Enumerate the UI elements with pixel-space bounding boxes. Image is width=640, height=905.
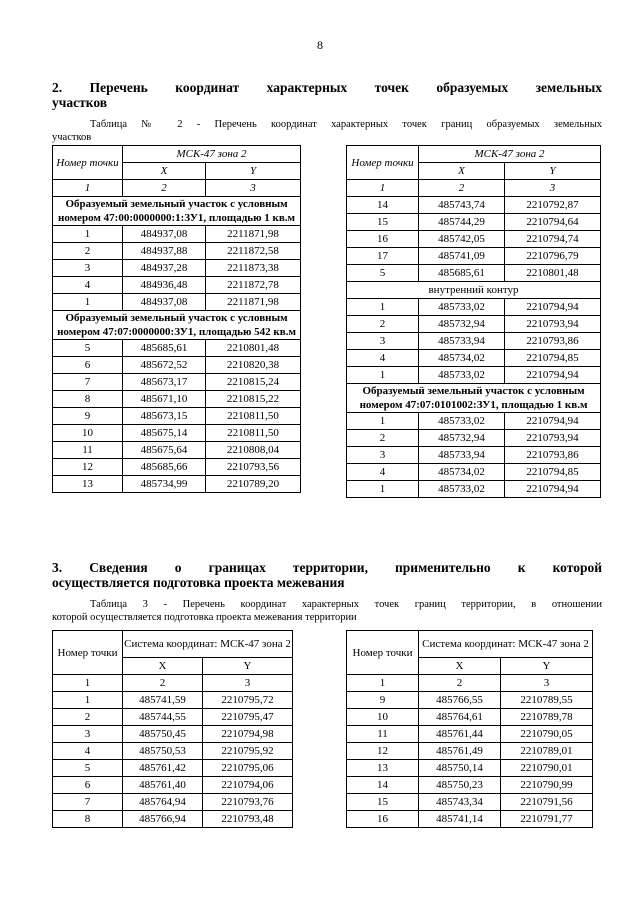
x-coordinate-cell: 485733,94 — [419, 447, 505, 464]
x-coordinate-cell: 485741,59 — [123, 692, 203, 709]
table-row — [347, 743, 593, 760]
point-number-cell: 8 — [53, 391, 123, 408]
point-number-cell: 7 — [53, 794, 123, 811]
table-row — [53, 476, 301, 493]
point-number-cell: 5 — [53, 340, 123, 357]
x-coordinate-cell: 485750,53 — [123, 743, 203, 760]
table-row — [347, 464, 601, 481]
y-coordinate-cell: 2210794,94 — [505, 481, 601, 498]
header-col-1: 1 — [347, 180, 419, 197]
header-col-3: 3 — [505, 180, 601, 197]
table-row — [53, 760, 293, 777]
point-number-cell: 9 — [347, 692, 419, 709]
y-coordinate-cell: 2210794,94 — [505, 299, 601, 316]
point-number-cell: 2 — [347, 430, 419, 447]
table-row — [53, 260, 301, 277]
table-row — [347, 811, 593, 828]
x-coordinate-cell: 485750,14 — [419, 760, 501, 777]
x-coordinate-cell: 485732,94 — [419, 430, 505, 447]
header-point-number: Номер точки — [53, 146, 123, 180]
table-row — [347, 794, 593, 811]
x-coordinate-cell: 485733,02 — [419, 481, 505, 498]
point-number-cell: 16 — [347, 231, 419, 248]
x-coordinate-cell: 485733,02 — [419, 367, 505, 384]
y-coordinate-cell: 2210794,94 — [505, 413, 601, 430]
table-row — [347, 760, 593, 777]
y-coordinate-cell: 2210789,55 — [501, 692, 593, 709]
header-x: X — [419, 163, 505, 180]
point-number-cell: 11 — [347, 726, 419, 743]
y-coordinate-cell: 2210789,20 — [206, 476, 301, 493]
header-y: Y — [501, 658, 593, 675]
table-row — [53, 357, 301, 374]
table-row — [347, 709, 593, 726]
header-col-1: 1 — [53, 180, 123, 197]
header-col-2: 2 — [123, 675, 203, 692]
header-col-3: 3 — [203, 675, 293, 692]
table-row — [347, 447, 601, 464]
point-number-cell: 12 — [347, 743, 419, 760]
x-coordinate-cell: 485744,55 — [123, 709, 203, 726]
table-row — [53, 777, 293, 794]
x-coordinate-cell: 485761,40 — [123, 777, 203, 794]
table-3-left — [52, 630, 293, 828]
x-coordinate-cell: 485741,09 — [419, 248, 505, 265]
point-number-cell: 3 — [53, 260, 123, 277]
table-row — [53, 391, 301, 408]
x-coordinate-cell: 485675,64 — [123, 442, 206, 459]
y-coordinate-cell: 2210794,06 — [203, 777, 293, 794]
x-coordinate-cell: 484937,08 — [123, 226, 206, 243]
y-coordinate-cell: 2210793,94 — [505, 316, 601, 333]
y-coordinate-cell: 2210794,94 — [505, 367, 601, 384]
point-number-cell: 11 — [53, 442, 123, 459]
page-number: 8 — [317, 38, 323, 52]
table-row — [53, 811, 293, 828]
x-coordinate-cell: 485744,29 — [419, 214, 505, 231]
y-coordinate-cell: 2210793,56 — [206, 459, 301, 476]
x-coordinate-cell: 485733,02 — [419, 299, 505, 316]
x-coordinate-cell: 485672,52 — [123, 357, 206, 374]
table-row — [347, 413, 601, 430]
land-plot-group-label: Образуемый земельный участок с условным номером 47:07:0101002:ЗУ1, площадью 1 кв.м — [347, 384, 601, 413]
point-number-cell: 10 — [53, 425, 123, 442]
table-3-caption: Таблица 3 - Перечень координат характерных точек границ территории, в отношении — [90, 599, 602, 610]
point-number-cell: 9 — [53, 408, 123, 425]
x-coordinate-cell: 485734,99 — [123, 476, 206, 493]
group-header-row — [53, 311, 301, 340]
table-row — [347, 214, 601, 231]
table-row — [347, 316, 601, 333]
point-number-cell: 4 — [53, 277, 123, 294]
x-coordinate-cell: 485741,14 — [419, 811, 501, 828]
header-col-3: 3 — [206, 180, 301, 197]
table-row — [347, 299, 601, 316]
y-coordinate-cell: 2210790,05 — [501, 726, 593, 743]
y-coordinate-cell: 2210795,72 — [203, 692, 293, 709]
x-coordinate-cell: 485764,94 — [123, 794, 203, 811]
x-coordinate-cell: 484936,48 — [123, 277, 206, 294]
y-coordinate-cell: 2210793,94 — [505, 430, 601, 447]
x-coordinate-cell: 485685,61 — [123, 340, 206, 357]
point-number-cell: 2 — [347, 316, 419, 333]
x-coordinate-cell: 485732,94 — [419, 316, 505, 333]
table-row — [53, 692, 293, 709]
x-coordinate-cell: 485685,66 — [123, 459, 206, 476]
y-coordinate-cell: 2210820,38 — [206, 357, 301, 374]
y-coordinate-cell: 2210811,50 — [206, 425, 301, 442]
point-number-cell: 6 — [53, 357, 123, 374]
header-col-1: 1 — [347, 675, 419, 692]
table-row — [53, 726, 293, 743]
table-2-caption-cont: участков — [52, 132, 92, 143]
header-col-2: 2 — [419, 675, 501, 692]
x-coordinate-cell: 485766,94 — [123, 811, 203, 828]
point-number-cell: 13 — [347, 760, 419, 777]
point-number-cell: 1 — [347, 413, 419, 430]
x-coordinate-cell: 485761,49 — [419, 743, 501, 760]
note-row — [347, 282, 601, 299]
table-row — [347, 481, 601, 498]
y-coordinate-cell: 2211873,38 — [206, 260, 301, 277]
x-coordinate-cell: 485743,74 — [419, 197, 505, 214]
point-number-cell: 14 — [347, 197, 419, 214]
y-coordinate-cell: 2210793,86 — [505, 447, 601, 464]
y-coordinate-cell: 2210795,06 — [203, 760, 293, 777]
point-number-cell: 1 — [53, 226, 123, 243]
y-coordinate-cell: 2211871,98 — [206, 226, 301, 243]
point-number-cell: 1 — [53, 294, 123, 311]
y-coordinate-cell: 2210794,74 — [505, 231, 601, 248]
x-coordinate-cell: 485673,15 — [123, 408, 206, 425]
header-col-3: 3 — [501, 675, 593, 692]
header-point-number: Номер точки — [347, 146, 419, 180]
x-coordinate-cell: 485733,02 — [419, 413, 505, 430]
point-number-cell: 4 — [53, 743, 123, 760]
y-coordinate-cell: 2210811,50 — [206, 408, 301, 425]
header-x: X — [419, 658, 501, 675]
table-3-caption-cont: которой осуществляется подготовка проекта межевания территории — [52, 612, 357, 623]
y-coordinate-cell: 2210793,86 — [505, 333, 601, 350]
y-coordinate-cell: 2210790,99 — [501, 777, 593, 794]
header-coord-system: МСК-47 зона 2 — [419, 146, 601, 163]
y-coordinate-cell: 2211871,98 — [206, 294, 301, 311]
table-row — [347, 197, 601, 214]
header-col-2: 2 — [419, 180, 505, 197]
y-coordinate-cell: 2210791,77 — [501, 811, 593, 828]
table-row — [53, 226, 301, 243]
y-coordinate-cell: 2210793,76 — [203, 794, 293, 811]
point-number-cell: 8 — [53, 811, 123, 828]
point-number-cell: 3 — [347, 447, 419, 464]
land-plot-group-label: Образуемый земельный участок с условным номером 47:07:0000000:ЗУ1, площадью 542 кв.м — [53, 311, 301, 340]
header-point-number: Номер точки — [53, 631, 123, 675]
x-coordinate-cell: 485671,10 — [123, 391, 206, 408]
section-2-title: 2. Перечень координат характерных точек образуемых земельных — [52, 80, 602, 95]
x-coordinate-cell: 485761,42 — [123, 760, 203, 777]
x-coordinate-cell: 485733,94 — [419, 333, 505, 350]
y-coordinate-cell: 2211872,78 — [206, 277, 301, 294]
point-number-cell: 1 — [347, 367, 419, 384]
y-coordinate-cell: 2210808,04 — [206, 442, 301, 459]
y-coordinate-cell: 2210789,78 — [501, 709, 593, 726]
point-number-cell: 10 — [347, 709, 419, 726]
y-coordinate-cell: 2210801,48 — [505, 265, 601, 282]
contour-note: внутренний контур — [347, 282, 601, 299]
x-coordinate-cell: 485675,14 — [123, 425, 206, 442]
x-coordinate-cell: 485742,05 — [419, 231, 505, 248]
table-row — [53, 374, 301, 391]
point-number-cell: 14 — [347, 777, 419, 794]
table-row — [347, 350, 601, 367]
table-row — [53, 709, 293, 726]
y-coordinate-cell: 2210790,01 — [501, 760, 593, 777]
point-number-cell: 4 — [347, 464, 419, 481]
header-x: X — [123, 658, 203, 675]
x-coordinate-cell: 485743,34 — [419, 794, 501, 811]
header-x: X — [123, 163, 206, 180]
header-y: Y — [203, 658, 293, 675]
table-row — [347, 333, 601, 350]
table-row — [53, 794, 293, 811]
table-row — [53, 425, 301, 442]
table-row — [347, 248, 601, 265]
x-coordinate-cell: 485673,17 — [123, 374, 206, 391]
point-number-cell: 7 — [53, 374, 123, 391]
point-number-cell: 1 — [347, 481, 419, 498]
table-row — [53, 243, 301, 260]
y-coordinate-cell: 2210791,56 — [501, 794, 593, 811]
y-coordinate-cell: 2210796,79 — [505, 248, 601, 265]
x-coordinate-cell: 485764,61 — [419, 709, 501, 726]
header-coord-system: МСК-47 зона 2 — [123, 146, 301, 163]
header-coord-system: Система координат: МСК-47 зона 2 — [123, 631, 293, 658]
table-row — [347, 367, 601, 384]
table-row — [347, 265, 601, 282]
x-coordinate-cell: 485750,45 — [123, 726, 203, 743]
section-3-title-cont: осуществляется подготовка проекта межевания — [52, 575, 345, 590]
table-row — [347, 430, 601, 447]
y-coordinate-cell: 2210801,48 — [206, 340, 301, 357]
table-row — [347, 726, 593, 743]
point-number-cell: 15 — [347, 794, 419, 811]
point-number-cell: 3 — [347, 333, 419, 350]
y-coordinate-cell: 2210815,22 — [206, 391, 301, 408]
group-header-row — [347, 384, 601, 413]
header-coord-system: Система координат: МСК-47 зона 2 — [419, 631, 593, 658]
table-2-caption: Таблица № 2 - Перечень координат характерных точек границ образуемых земельных — [90, 119, 602, 130]
header-col-1: 1 — [53, 675, 123, 692]
header-point-number: Номер точки — [347, 631, 419, 675]
table-row — [53, 408, 301, 425]
table-row — [53, 743, 293, 760]
table-row — [53, 442, 301, 459]
y-coordinate-cell: 2210794,64 — [505, 214, 601, 231]
table-row — [347, 777, 593, 794]
x-coordinate-cell: 485734,02 — [419, 464, 505, 481]
x-coordinate-cell: 485734,02 — [419, 350, 505, 367]
x-coordinate-cell: 484937,08 — [123, 294, 206, 311]
y-coordinate-cell: 2210795,47 — [203, 709, 293, 726]
y-coordinate-cell: 2210794,98 — [203, 726, 293, 743]
section-2-title-cont: участков — [52, 95, 108, 110]
table-row — [53, 459, 301, 476]
x-coordinate-cell: 484937,88 — [123, 243, 206, 260]
point-number-cell: 6 — [53, 777, 123, 794]
point-number-cell: 3 — [53, 726, 123, 743]
point-number-cell: 2 — [53, 709, 123, 726]
table-2-right — [346, 145, 601, 498]
point-number-cell: 12 — [53, 459, 123, 476]
point-number-cell: 1 — [347, 299, 419, 316]
point-number-cell: 2 — [53, 243, 123, 260]
x-coordinate-cell: 485750,23 — [419, 777, 501, 794]
y-coordinate-cell: 2210794,85 — [505, 350, 601, 367]
point-number-cell: 13 — [53, 476, 123, 493]
y-coordinate-cell: 2210794,85 — [505, 464, 601, 481]
y-coordinate-cell: 2210815,24 — [206, 374, 301, 391]
y-coordinate-cell: 2210793,48 — [203, 811, 293, 828]
point-number-cell: 16 — [347, 811, 419, 828]
y-coordinate-cell: 2210795,92 — [203, 743, 293, 760]
header-y: Y — [505, 163, 601, 180]
section-3-title: 3. Сведения о границах территории, применительно к которой — [52, 560, 602, 575]
header-col-2: 2 — [123, 180, 206, 197]
point-number-cell: 5 — [53, 760, 123, 777]
point-number-cell: 15 — [347, 214, 419, 231]
y-coordinate-cell: 2211872,58 — [206, 243, 301, 260]
point-number-cell: 4 — [347, 350, 419, 367]
group-header-row — [53, 197, 301, 226]
header-y: Y — [206, 163, 301, 180]
table-2-left — [52, 145, 301, 493]
point-number-cell: 5 — [347, 265, 419, 282]
point-number-cell: 1 — [53, 692, 123, 709]
x-coordinate-cell: 484937,28 — [123, 260, 206, 277]
y-coordinate-cell: 2210792,87 — [505, 197, 601, 214]
table-row — [53, 340, 301, 357]
table-row — [53, 277, 301, 294]
table-row — [347, 231, 601, 248]
point-number-cell: 17 — [347, 248, 419, 265]
y-coordinate-cell: 2210789,01 — [501, 743, 593, 760]
table-row — [53, 294, 301, 311]
x-coordinate-cell: 485761,44 — [419, 726, 501, 743]
table-3-right — [346, 630, 593, 828]
land-plot-group-label: Образуемый земельный участок с условным номером 47:00:0000000:1:ЗУ1, площадью 1 кв.м — [53, 197, 301, 226]
x-coordinate-cell: 485766,55 — [419, 692, 501, 709]
table-row — [347, 692, 593, 709]
x-coordinate-cell: 485685,61 — [419, 265, 505, 282]
